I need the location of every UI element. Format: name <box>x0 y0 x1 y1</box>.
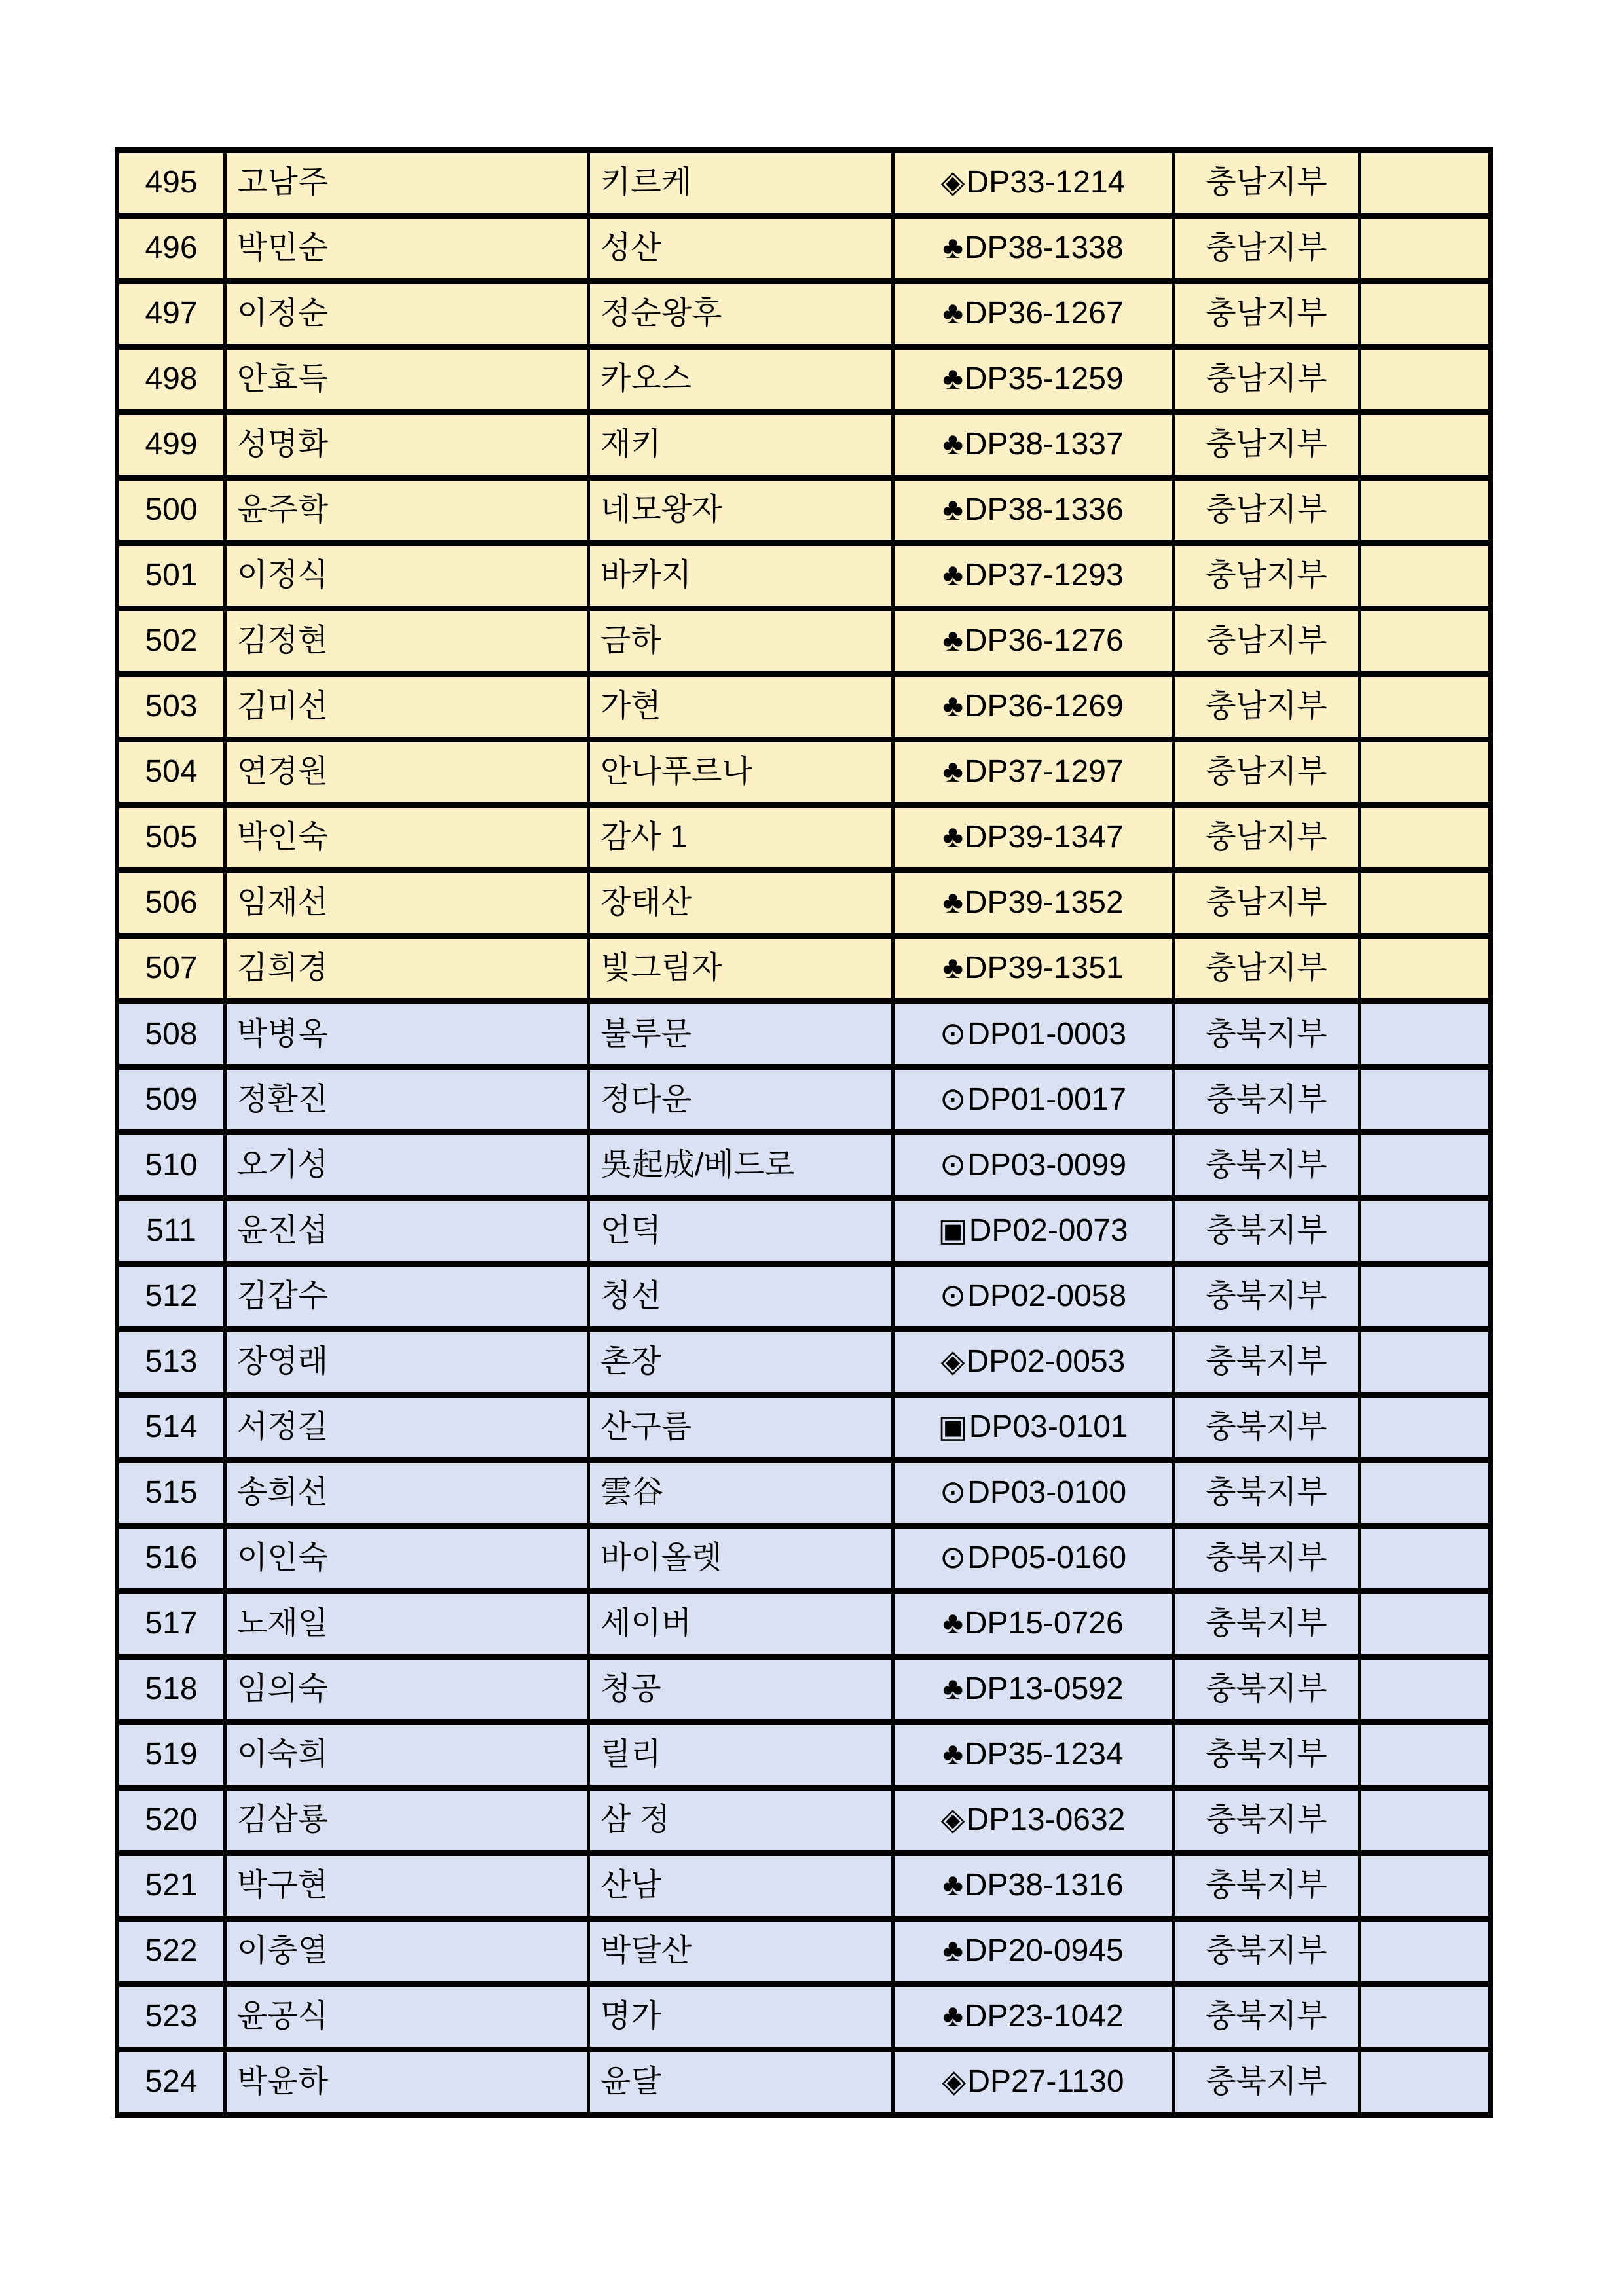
club-marker-icon: ♣ <box>942 623 963 659</box>
table-row <box>117 674 1491 740</box>
row-number-cell: 499 <box>117 412 225 478</box>
member-name-cell: 이충열 <box>225 1918 589 1984</box>
member-code-text: DP15-0726 <box>964 1605 1124 1641</box>
branch-cell: 충남지부 <box>1173 674 1360 740</box>
member-name-cell: 박윤하 <box>225 2049 589 2115</box>
branch-cell: 충남지부 <box>1173 936 1360 1002</box>
member-code-text: DP05-0160 <box>967 1540 1127 1575</box>
member-name-cell: 성명화 <box>225 412 589 478</box>
row-number-cell: 509 <box>117 1067 225 1133</box>
branch-cell: 충남지부 <box>1173 740 1360 805</box>
member-code-text: DP01-0003 <box>967 1016 1127 1051</box>
member-code-text: DP39-1347 <box>964 820 1124 855</box>
member-code-cell <box>893 1394 1173 1460</box>
member-name-cell: 김갑수 <box>225 1264 589 1329</box>
note-cell <box>1360 936 1491 1002</box>
pen-name-cell: 언덕 <box>589 1198 893 1264</box>
table-row <box>117 1460 1491 1525</box>
member-name-cell: 임재선 <box>225 871 589 936</box>
table-row <box>117 1002 1491 1067</box>
pen-name-cell: 박달산 <box>589 1918 893 1984</box>
member-name-cell: 윤진섭 <box>225 1198 589 1264</box>
member-name-cell: 박구현 <box>225 1853 589 1918</box>
note-cell <box>1360 740 1491 805</box>
branch-cell: 충남지부 <box>1173 282 1360 347</box>
pen-name-cell: 윤달 <box>589 2049 893 2115</box>
member-code-text: DP36-1267 <box>964 296 1124 331</box>
pen-name-cell: 雲谷 <box>589 1460 893 1525</box>
member-code-text: DP39-1352 <box>964 885 1124 920</box>
member-code-text: DP35-1234 <box>964 1736 1124 1772</box>
branch-cell: 충남지부 <box>1173 805 1360 871</box>
note-cell <box>1360 1067 1491 1133</box>
note-cell <box>1360 2049 1491 2115</box>
pen-name-cell: 재키 <box>589 412 893 478</box>
branch-cell: 충남지부 <box>1173 871 1360 936</box>
pen-name-cell: 정순왕후 <box>589 282 893 347</box>
member-code-cell <box>893 1460 1173 1525</box>
member-name-cell: 임의숙 <box>225 1656 589 1722</box>
member-name-cell: 이숙희 <box>225 1722 589 1787</box>
member-code-text: DP38-1338 <box>964 230 1124 266</box>
table-row <box>117 282 1491 347</box>
member-name-cell: 오기성 <box>225 1133 589 1198</box>
pen-name-cell: 빛그림자 <box>589 936 893 1002</box>
member-code-cell <box>893 347 1173 412</box>
table-row <box>117 1918 1491 1984</box>
member-code-cell <box>893 805 1173 871</box>
note-cell <box>1360 151 1491 216</box>
branch-cell: 충남지부 <box>1173 543 1360 609</box>
table-row <box>117 412 1491 478</box>
member-table-body <box>117 151 1491 2115</box>
row-number-cell: 524 <box>117 2049 225 2115</box>
row-number-cell: 517 <box>117 1591 225 1656</box>
club-marker-icon: ♣ <box>942 820 963 855</box>
row-number-cell: 511 <box>117 1198 225 1264</box>
member-code-text: DP02-0073 <box>969 1212 1128 1248</box>
note-cell <box>1360 1460 1491 1525</box>
circledot-marker-icon: ⊙ <box>939 1147 967 1182</box>
note-cell <box>1360 1394 1491 1460</box>
table-row <box>117 1722 1491 1787</box>
member-code-cell <box>893 2049 1173 2115</box>
member-code-text: DP36-1276 <box>964 623 1124 659</box>
member-name-cell: 김미선 <box>225 674 589 740</box>
club-marker-icon: ♣ <box>942 361 963 397</box>
branch-cell: 충남지부 <box>1173 412 1360 478</box>
member-code-cell <box>893 543 1173 609</box>
pen-name-cell: 삼 정 <box>589 1787 893 1853</box>
member-code-cell <box>893 609 1173 674</box>
note-cell <box>1360 1722 1491 1787</box>
note-cell <box>1360 216 1491 282</box>
note-cell <box>1360 1918 1491 1984</box>
member-code-cell <box>893 1264 1173 1329</box>
table-row <box>117 1329 1491 1394</box>
member-code-text: DP38-1336 <box>964 492 1124 528</box>
member-code-cell <box>893 1133 1173 1198</box>
diamond-marker-icon: ◈ <box>942 2064 967 2100</box>
table-row <box>117 1264 1491 1329</box>
branch-cell: 충남지부 <box>1173 609 1360 674</box>
note-cell <box>1360 1002 1491 1067</box>
member-name-cell: 김삼룡 <box>225 1787 589 1853</box>
member-code-text: DP36-1269 <box>964 689 1124 724</box>
club-marker-icon: ♣ <box>942 951 963 986</box>
table-row <box>117 151 1491 216</box>
member-name-cell: 윤공식 <box>225 1984 589 2049</box>
table-row <box>117 1787 1491 1853</box>
pen-name-cell: 세이버 <box>589 1591 893 1656</box>
branch-cell: 충북지부 <box>1173 1133 1360 1198</box>
member-name-cell: 안효득 <box>225 347 589 412</box>
branch-cell: 충북지부 <box>1173 1656 1360 1722</box>
branch-cell: 충북지부 <box>1173 1918 1360 1984</box>
note-cell <box>1360 1198 1491 1264</box>
circledot-marker-icon: ⊙ <box>939 1016 967 1051</box>
member-code-text: DP03-0100 <box>967 1474 1127 1510</box>
row-number-cell: 520 <box>117 1787 225 1853</box>
table-row <box>117 2049 1491 2115</box>
member-name-cell: 송희선 <box>225 1460 589 1525</box>
member-roster-table <box>115 147 1493 2118</box>
row-number-cell: 514 <box>117 1394 225 1460</box>
member-code-text: DP27-1130 <box>967 2064 1124 2100</box>
square-marker-icon: ▣ <box>938 1212 968 1248</box>
member-code-cell <box>893 871 1173 936</box>
club-marker-icon: ♣ <box>942 1998 963 2033</box>
member-code-text: DP13-0632 <box>966 1802 1126 1837</box>
note-cell <box>1360 1264 1491 1329</box>
member-code-text: DP35-1259 <box>964 361 1124 397</box>
member-name-cell: 박인숙 <box>225 805 589 871</box>
member-code-text: DP38-1337 <box>964 427 1124 462</box>
row-number-cell: 503 <box>117 674 225 740</box>
branch-cell: 충북지부 <box>1173 1787 1360 1853</box>
member-code-text: DP02-0053 <box>966 1343 1126 1379</box>
row-number-cell: 515 <box>117 1460 225 1525</box>
member-name-cell: 이인숙 <box>225 1525 589 1591</box>
pen-name-cell: 장태산 <box>589 871 893 936</box>
member-code-cell <box>893 1002 1173 1067</box>
branch-cell: 충북지부 <box>1173 1460 1360 1525</box>
branch-cell: 충북지부 <box>1173 1853 1360 1918</box>
pen-name-cell: 산남 <box>589 1853 893 1918</box>
club-marker-icon: ♣ <box>942 1671 963 1706</box>
row-number-cell: 519 <box>117 1722 225 1787</box>
note-cell <box>1360 1591 1491 1656</box>
member-name-cell: 노재일 <box>225 1591 589 1656</box>
circledot-marker-icon: ⊙ <box>939 1474 967 1510</box>
note-cell <box>1360 1787 1491 1853</box>
row-number-cell: 522 <box>117 1918 225 1984</box>
member-code-cell <box>893 1525 1173 1591</box>
diamond-marker-icon: ◈ <box>940 1802 965 1837</box>
member-code-cell <box>893 1329 1173 1394</box>
branch-cell: 충남지부 <box>1173 478 1360 543</box>
club-marker-icon: ♣ <box>942 296 963 331</box>
table-row <box>117 1984 1491 2049</box>
circledot-marker-icon: ⊙ <box>939 1278 967 1313</box>
pen-name-cell: 카오스 <box>589 347 893 412</box>
note-cell <box>1360 871 1491 936</box>
branch-cell: 충북지부 <box>1173 1591 1360 1656</box>
table-row <box>117 1525 1491 1591</box>
row-number-cell: 521 <box>117 1853 225 1918</box>
member-code-text: DP13-0592 <box>964 1671 1124 1706</box>
member-name-cell: 이정식 <box>225 543 589 609</box>
member-code-cell <box>893 740 1173 805</box>
row-number-cell: 497 <box>117 282 225 347</box>
member-name-cell: 윤주학 <box>225 478 589 543</box>
pen-name-cell: 네모왕자 <box>589 478 893 543</box>
table-row <box>117 1133 1491 1198</box>
member-code-cell <box>893 1787 1173 1853</box>
table-row <box>117 347 1491 412</box>
note-cell <box>1360 347 1491 412</box>
branch-cell: 충북지부 <box>1173 1722 1360 1787</box>
club-marker-icon: ♣ <box>942 230 963 266</box>
row-number-cell: 523 <box>117 1984 225 2049</box>
member-code-cell <box>893 216 1173 282</box>
row-number-cell: 501 <box>117 543 225 609</box>
table-row <box>117 740 1491 805</box>
member-code-text: DP23-1042 <box>964 1998 1124 2033</box>
note-cell <box>1360 282 1491 347</box>
pen-name-cell: 키르케 <box>589 151 893 216</box>
pen-name-cell: 청선 <box>589 1264 893 1329</box>
member-name-cell: 김정현 <box>225 609 589 674</box>
member-code-cell <box>893 412 1173 478</box>
row-number-cell: 510 <box>117 1133 225 1198</box>
diamond-marker-icon: ◈ <box>940 165 965 200</box>
member-code-text: DP38-1316 <box>964 1867 1124 1903</box>
row-number-cell: 498 <box>117 347 225 412</box>
member-code-cell <box>893 1722 1173 1787</box>
member-code-cell <box>893 1918 1173 1984</box>
member-code-cell <box>893 1853 1173 1918</box>
member-code-cell <box>893 1984 1173 2049</box>
pen-name-cell: 성산 <box>589 216 893 282</box>
branch-cell: 충북지부 <box>1173 1984 1360 2049</box>
member-name-cell: 김희경 <box>225 936 589 1002</box>
note-cell <box>1360 1133 1491 1198</box>
table-row <box>117 543 1491 609</box>
row-number-cell: 504 <box>117 740 225 805</box>
member-name-cell: 박병옥 <box>225 1002 589 1067</box>
row-number-cell: 518 <box>117 1656 225 1722</box>
table-row <box>117 609 1491 674</box>
member-code-text: DP01-0017 <box>967 1082 1127 1117</box>
table-row <box>117 1591 1491 1656</box>
note-cell <box>1360 1853 1491 1918</box>
row-number-cell: 508 <box>117 1002 225 1067</box>
note-cell <box>1360 609 1491 674</box>
row-number-cell: 513 <box>117 1329 225 1394</box>
member-code-cell <box>893 936 1173 1002</box>
club-marker-icon: ♣ <box>942 885 963 920</box>
row-number-cell: 516 <box>117 1525 225 1591</box>
row-number-cell: 512 <box>117 1264 225 1329</box>
diamond-marker-icon: ◈ <box>940 1343 965 1379</box>
row-number-cell: 505 <box>117 805 225 871</box>
pen-name-cell: 가현 <box>589 674 893 740</box>
row-number-cell: 496 <box>117 216 225 282</box>
pen-name-cell: 명가 <box>589 1984 893 2049</box>
member-code-text: DP02-0058 <box>967 1278 1127 1313</box>
note-cell <box>1360 1329 1491 1394</box>
member-code-cell <box>893 1591 1173 1656</box>
branch-cell: 충남지부 <box>1173 216 1360 282</box>
row-number-cell: 507 <box>117 936 225 1002</box>
member-name-cell: 정환진 <box>225 1067 589 1133</box>
member-code-cell <box>893 1656 1173 1722</box>
table-row <box>117 1853 1491 1918</box>
pen-name-cell: 금하 <box>589 609 893 674</box>
row-number-cell: 495 <box>117 151 225 216</box>
club-marker-icon: ♣ <box>942 754 963 790</box>
pen-name-cell: 바카지 <box>589 543 893 609</box>
club-marker-icon: ♣ <box>942 427 963 462</box>
member-code-text: DP37-1297 <box>964 754 1124 790</box>
branch-cell: 충북지부 <box>1173 1002 1360 1067</box>
note-cell <box>1360 1984 1491 2049</box>
member-name-cell: 고남주 <box>225 151 589 216</box>
branch-cell: 충북지부 <box>1173 1329 1360 1394</box>
branch-cell: 충북지부 <box>1173 1067 1360 1133</box>
note-cell <box>1360 412 1491 478</box>
pen-name-cell: 산구름 <box>589 1394 893 1460</box>
member-code-cell <box>893 1198 1173 1264</box>
row-number-cell: 506 <box>117 871 225 936</box>
member-code-cell <box>893 151 1173 216</box>
pen-name-cell: 청공 <box>589 1656 893 1722</box>
member-name-cell: 박민순 <box>225 216 589 282</box>
club-marker-icon: ♣ <box>942 558 963 593</box>
circledot-marker-icon: ⊙ <box>939 1082 967 1117</box>
note-cell <box>1360 805 1491 871</box>
member-code-cell <box>893 674 1173 740</box>
table-row <box>117 1394 1491 1460</box>
pen-name-cell: 바이올렛 <box>589 1525 893 1591</box>
member-code-text: DP03-0101 <box>969 1409 1128 1444</box>
member-code-text: DP39-1351 <box>964 951 1124 986</box>
club-marker-icon: ♣ <box>942 1605 963 1641</box>
member-name-cell: 연경원 <box>225 740 589 805</box>
branch-cell: 충남지부 <box>1173 151 1360 216</box>
member-code-cell <box>893 478 1173 543</box>
note-cell <box>1360 674 1491 740</box>
table-row <box>117 216 1491 282</box>
branch-cell: 충북지부 <box>1173 1394 1360 1460</box>
member-code-text: DP37-1293 <box>964 558 1124 593</box>
member-name-cell: 서정길 <box>225 1394 589 1460</box>
circledot-marker-icon: ⊙ <box>939 1540 967 1575</box>
pen-name-cell: 불루문 <box>589 1002 893 1067</box>
club-marker-icon: ♣ <box>942 1867 963 1903</box>
row-number-cell: 502 <box>117 609 225 674</box>
table-row <box>117 1198 1491 1264</box>
square-marker-icon: ▣ <box>938 1409 968 1444</box>
pen-name-cell: 릴리 <box>589 1722 893 1787</box>
pen-name-cell: 안나푸르나 <box>589 740 893 805</box>
member-name-cell: 장영래 <box>225 1329 589 1394</box>
member-code-cell <box>893 1067 1173 1133</box>
table-row <box>117 805 1491 871</box>
note-cell <box>1360 478 1491 543</box>
pen-name-cell: 정다운 <box>589 1067 893 1133</box>
member-code-cell <box>893 282 1173 347</box>
note-cell <box>1360 1525 1491 1591</box>
club-marker-icon: ♣ <box>942 689 963 724</box>
member-name-cell: 이정순 <box>225 282 589 347</box>
table-row <box>117 936 1491 1002</box>
branch-cell: 충북지부 <box>1173 1198 1360 1264</box>
club-marker-icon: ♣ <box>942 492 963 528</box>
branch-cell: 충북지부 <box>1173 2049 1360 2115</box>
pen-name-cell: 감사 1 <box>589 805 893 871</box>
note-cell <box>1360 543 1491 609</box>
member-code-text: DP20-0945 <box>964 1933 1124 1968</box>
table-row <box>117 478 1491 543</box>
branch-cell: 충북지부 <box>1173 1264 1360 1329</box>
branch-cell: 충북지부 <box>1173 1525 1360 1591</box>
club-marker-icon: ♣ <box>942 1736 963 1772</box>
club-marker-icon: ♣ <box>942 1933 963 1968</box>
branch-cell: 충남지부 <box>1173 347 1360 412</box>
note-cell <box>1360 1656 1491 1722</box>
member-code-text: DP03-0099 <box>967 1147 1127 1182</box>
pen-name-cell: 吳起成/베드로 <box>589 1133 893 1198</box>
row-number-cell: 500 <box>117 478 225 543</box>
member-code-text: DP33-1214 <box>966 165 1126 200</box>
pen-name-cell: 촌장 <box>589 1329 893 1394</box>
table-row <box>117 1067 1491 1133</box>
table-row <box>117 871 1491 936</box>
table-row <box>117 1656 1491 1722</box>
